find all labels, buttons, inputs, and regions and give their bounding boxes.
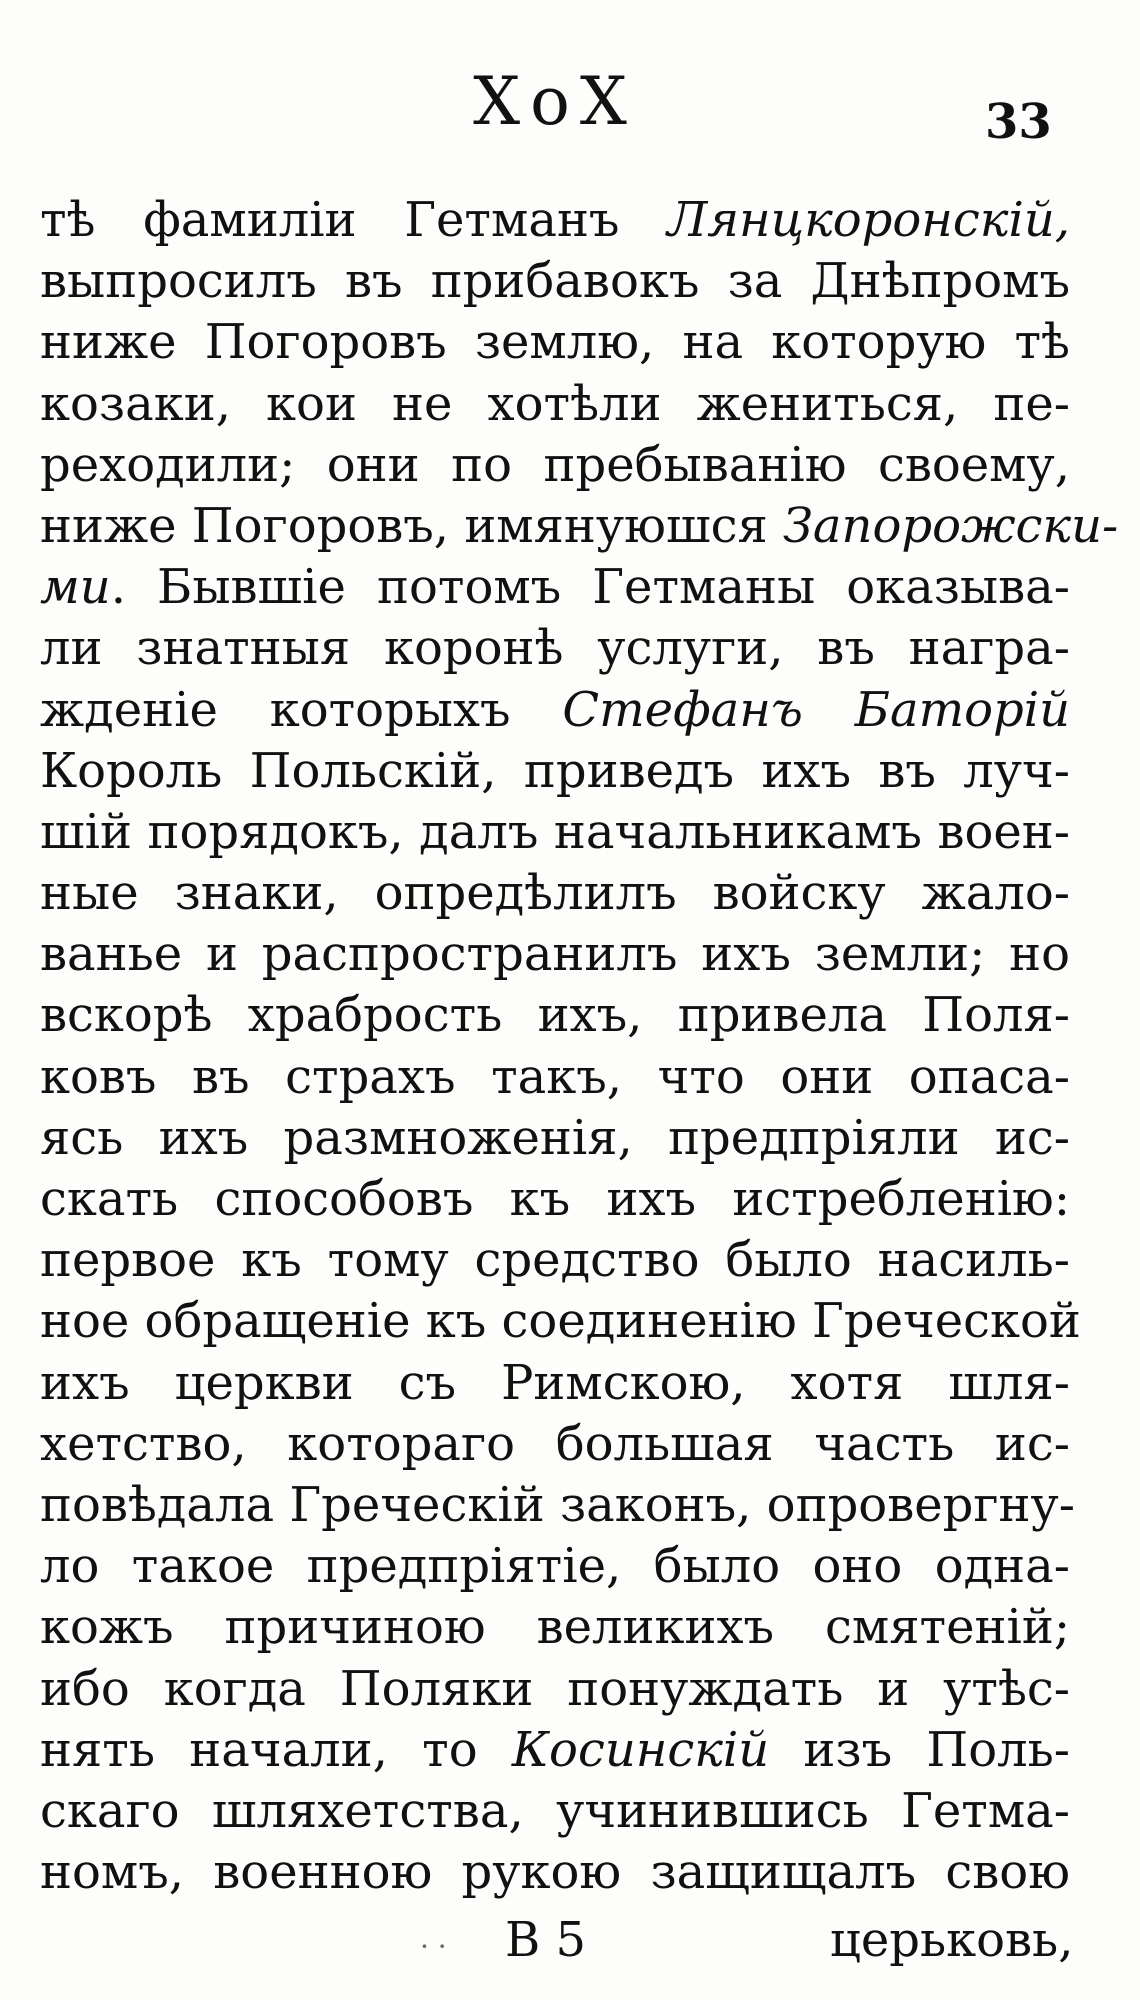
text-line: козаки, кои не хотѣли жениться, пе- — [40, 375, 1070, 432]
text-line: ясь ихъ размноженія, предпріяли ис- — [40, 1109, 1070, 1166]
italic-name: ми — [40, 559, 111, 616]
text-line: ные знаки, опредѣлилъ войску жало- — [40, 865, 1070, 922]
italic-name: Стефанъ Баторій — [562, 681, 1070, 738]
italic-name: Лянцкоронскій, — [667, 192, 1070, 248]
ink-specks: · · — [420, 1930, 447, 1963]
text-line: скать способовъ къ ихъ истребленію: — [40, 1171, 1070, 1227]
text-line — [40, 496, 1119, 557]
text-line: ное обращеніе къ соединенію Греческой — [40, 1293, 1081, 1350]
text-line: выпросилъ въ прибавокъ за Днѣпромъ — [40, 253, 1070, 310]
text-line: вскорѣ храбрость ихъ, привела Поля- — [40, 987, 1070, 1044]
page-number: 33 — [985, 94, 1052, 150]
text-line — [40, 1720, 1070, 1781]
line-text: нять начали, то — [40, 1721, 512, 1778]
text-line: Король Польскій, приведъ ихъ въ луч- — [40, 742, 1070, 799]
line-text: тѣ фамиліи Гетманъ — [40, 192, 668, 248]
body-text — [40, 190, 1119, 1903]
text-line: ло такое предпріятіе, было оно одна- — [40, 1538, 1070, 1595]
text-line — [40, 680, 1070, 741]
line-text: ниже Погоровъ, имянуюшся — [40, 497, 783, 554]
text-line: ибо когда Поляки понуждать и утѣс- — [40, 1660, 1070, 1717]
text-line: первое къ тому средство было насиль- — [40, 1232, 1070, 1289]
text-line: реходили; они по пребыванію своему, — [40, 436, 1070, 493]
catchword: церьковь, — [830, 1912, 1074, 1968]
text-line — [40, 190, 1070, 251]
text-line — [40, 557, 1070, 618]
header-ornament: XoX — [473, 63, 637, 140]
text-line: ниже Погоровъ землю, на которую тѣ — [40, 314, 1070, 371]
text-line: хетство, котораго большая часть ис- — [40, 1415, 1070, 1472]
text-line: ихъ церкви съ Римскою, хотя шля- — [40, 1354, 1070, 1411]
text-line: ванье и распространилъ ихъ земли; но — [40, 926, 1070, 983]
line-text: . Бывшіе потомъ Гетманы оказыва- — [110, 559, 1070, 616]
text-line: ковъ въ страхъ такъ, что они опаса- — [40, 1048, 1070, 1105]
italic-name: Запорожски- — [783, 497, 1119, 554]
text-line: номъ, военною рукою защищалъ свою — [40, 1844, 1070, 1901]
text-line: кожъ причиною великихъ смятеній; — [40, 1599, 1070, 1656]
line-text: жденіе которыхъ — [40, 681, 563, 738]
text-line: скаго шляхетства, учинившись Гетма- — [40, 1782, 1070, 1839]
line-text-tail: изъ Поль- — [769, 1721, 1070, 1778]
text-line: ли знатныя коронѣ услуги, въ награ- — [40, 620, 1070, 677]
italic-name: Косинскій — [511, 1721, 770, 1778]
text-line: повѣдала Греческій законъ, опровергну- — [40, 1476, 1075, 1533]
text-line: шій порядокъ, далъ начальникамъ воен- — [40, 803, 1070, 860]
printer-signature: В 5 — [505, 1912, 587, 1968]
